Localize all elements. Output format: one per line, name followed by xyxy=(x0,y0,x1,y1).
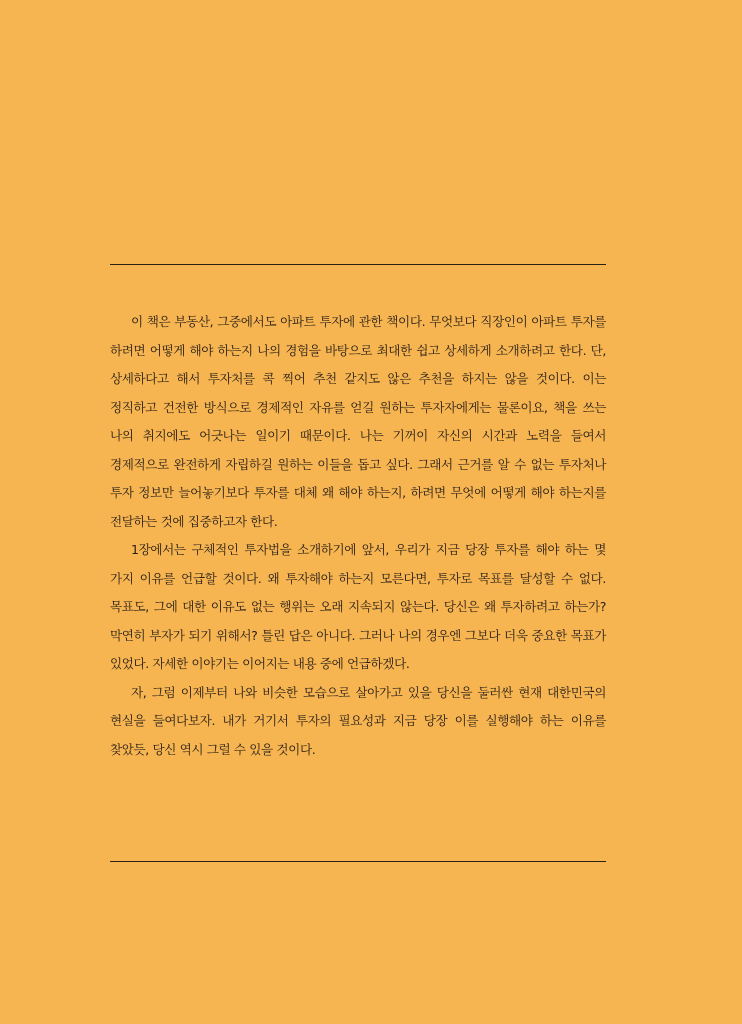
body-text xyxy=(110,308,606,764)
top-divider xyxy=(110,264,606,265)
paragraph: 1장에서는 구체적인 투자법을 소개하기에 앞서, 우리가 지금 당장 투자를 해야 하는 몇 가지 이유를 언급할 것이다. 왜 투자해야 하는지 모른다면, 투자로 목표를 달성할 수 없다. 목표도, 그에 대한 이유도 없는 행위는 오래 지속되지 않는다. 당신은 왜 투자하려고 하는가? 막연히 부자가 되기 위해서? 틀린 답은 아니다. 그러나 나의 경우엔 그보다 더욱 중요한 목표가 있었다. 자세한 이야기는 이어지는 내용 중에 언급하겠다. xyxy=(110,542,606,671)
paragraph: 이 책은 부동산, 그중에서도 아파트 투자에 관한 책이다. 무엇보다 직장인이 아파트 투자를 하려면 어떻게 해야 하는지 나의 경험을 바탕으로 최대한 쉽고 상세하게 소개하려고 한다. 단, 상세하다고 해서 투자처를 콕 찍어 추천 같지도 않은 추천을 하지는 않을 것이다. 이는 정직하고 건전한 방식으로 경제적인 자유를 얻길 원하는 투자자에게는 물론이요, 책을 쓰는 나의 취지에도 어긋나는 일이기 때문이다. 나는 기꺼이 자신의 시간과 노력을 들여서 경제적으로 완전하게 자립하길 원하는 이들을 돕고 싶다. 그래서 근거를 알 수 없는 투자처나 투자 정보만 늘어놓기보다 투자를 대체 왜 해야 하는지, 하려면 무엇에 어떻게 해야 하는지를 전달하는 것에 집중하고자 한다. xyxy=(110,314,606,529)
bottom-divider xyxy=(110,861,606,862)
paragraph: 자, 그럼 이제부터 나와 비슷한 모습으로 살아가고 있을 당신을 둘러싼 현재 대한민국의 현실을 들여다보자. 내가 거기서 투자의 필요성과 지금 당장 이를 실행해야 하는 이유를 찾았듯, 당신 역시 그럴 수 있을 것이다. xyxy=(110,684,606,757)
